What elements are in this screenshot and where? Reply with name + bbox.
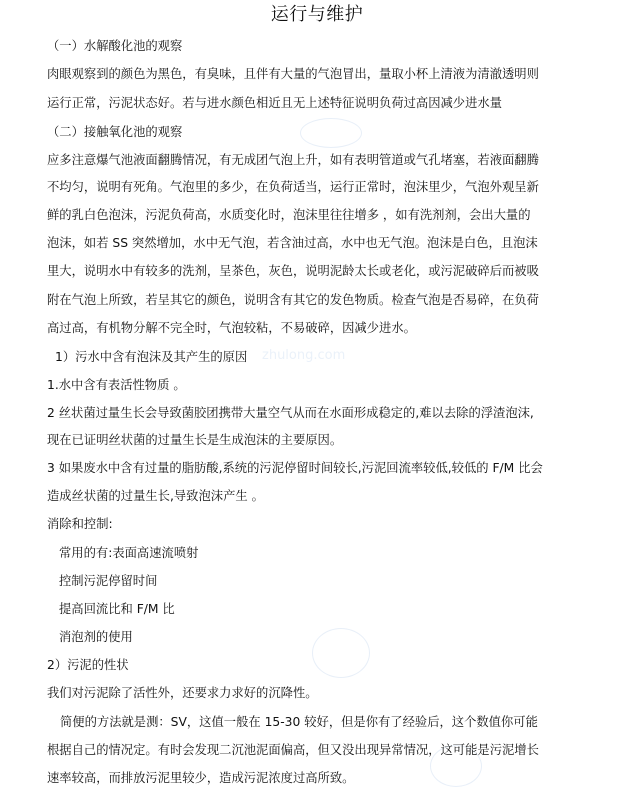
- watermark-text: zhulong.com: [262, 348, 346, 363]
- list-item: 提高回流比和 F/M 比: [59, 602, 175, 616]
- paragraph-line: 不均匀，说明有死角。气泡里的多少，在负荷适当，运行正常时，泡沫里少，气泡外观呈新: [47, 180, 539, 194]
- paragraph-line: 现在已证明丝状菌的过量生长是生成泡沫的主要原因。: [47, 433, 343, 447]
- paragraph-line: 造成丝状菌的过量生长,导致泡沫产生 。: [47, 489, 264, 503]
- paragraph-line: 应多注意爆气池液面翻腾情况，有无成团气泡上升，如有表明管道或气孔堵塞，若液面翻腾: [47, 153, 539, 167]
- paragraph-line: 2 丝状菌过量生长会导致菌胶团携带大量空气从而在水面形成稳定的,难以去除的浮渣泡沫,: [47, 406, 534, 420]
- list-item: 消泡剂的使用: [59, 630, 133, 644]
- paragraph-line: 泡沫，如若 SS 突然增加，水中无气泡，若含油过高，水中也无气泡。泡沫是白色，且泡沫: [47, 236, 538, 250]
- paragraph-line: 简便的方法就是测：SV，这值一般在 15-30 较好，但是你有了经验后，这个数值你可能: [60, 715, 538, 729]
- subsection-heading: 2）污泥的性状: [47, 658, 129, 672]
- paragraph-line: 里大，说明水中有较多的洗剂，呈茶色，灰色，说明泥龄太长或老化，或污泥破碎后而被吸: [47, 264, 539, 278]
- paragraph-line: 运行正常，污泥状态好。若与进水颜色相近且无上述特征说明负荷过高因减少进水量: [47, 96, 502, 110]
- paragraph-line: 根据自己的情况定。有时会发现二沉池泥面偏高，但又没出现异常情况，这可能是污泥增长: [47, 743, 539, 757]
- paragraph-line: 肉眼观察到的颜色为黑色，有臭味，且伴有大量的气泡冒出，量取小杯上清液为清澈透明则: [47, 67, 539, 81]
- paragraph-line: 3 如果废水中含有过量的脂肪酸,系统的污泥停留时间较长,污泥回流率较低,较低的 F/M 比会: [47, 461, 543, 475]
- paragraph-line: 鲜的乳白色泡沫，污泥负荷高，水质变化时，泡沫里往往增多 ，如有洗剂剂，会出大量的: [47, 208, 531, 222]
- page-title: 运行与维护: [270, 4, 364, 25]
- paragraph-line: 我们对污泥除了活性外，还要求力求好的沉降性。: [47, 686, 318, 700]
- list-item: 常用的有:表面高速流喷射: [59, 546, 199, 560]
- list-item: 控制污泥停留时间: [59, 574, 158, 588]
- paragraph-line: 高过高，有机物分解不完全时，气泡较粘，不易破碎，因减少进水。: [47, 321, 416, 335]
- paragraph-line: 附在气泡上所致，若呈其它的颜色，说明含有其它的发色物质。检查气泡是否易碎，在负荷: [47, 293, 539, 307]
- subsection-heading: 1）污水中含有泡沫及其产生的原因: [55, 350, 248, 364]
- paragraph-line: 速率较高，而排放污泥里较少，造成污泥浓度过高所致。: [47, 771, 355, 785]
- section-heading: （二）接触氧化池的观察: [47, 125, 183, 139]
- paragraph-line: 消除和控制:: [47, 517, 113, 531]
- paragraph-line: 1.水中含有表活性物质 。: [47, 378, 186, 392]
- section-heading: （一）水解酸化池的观察: [47, 39, 183, 53]
